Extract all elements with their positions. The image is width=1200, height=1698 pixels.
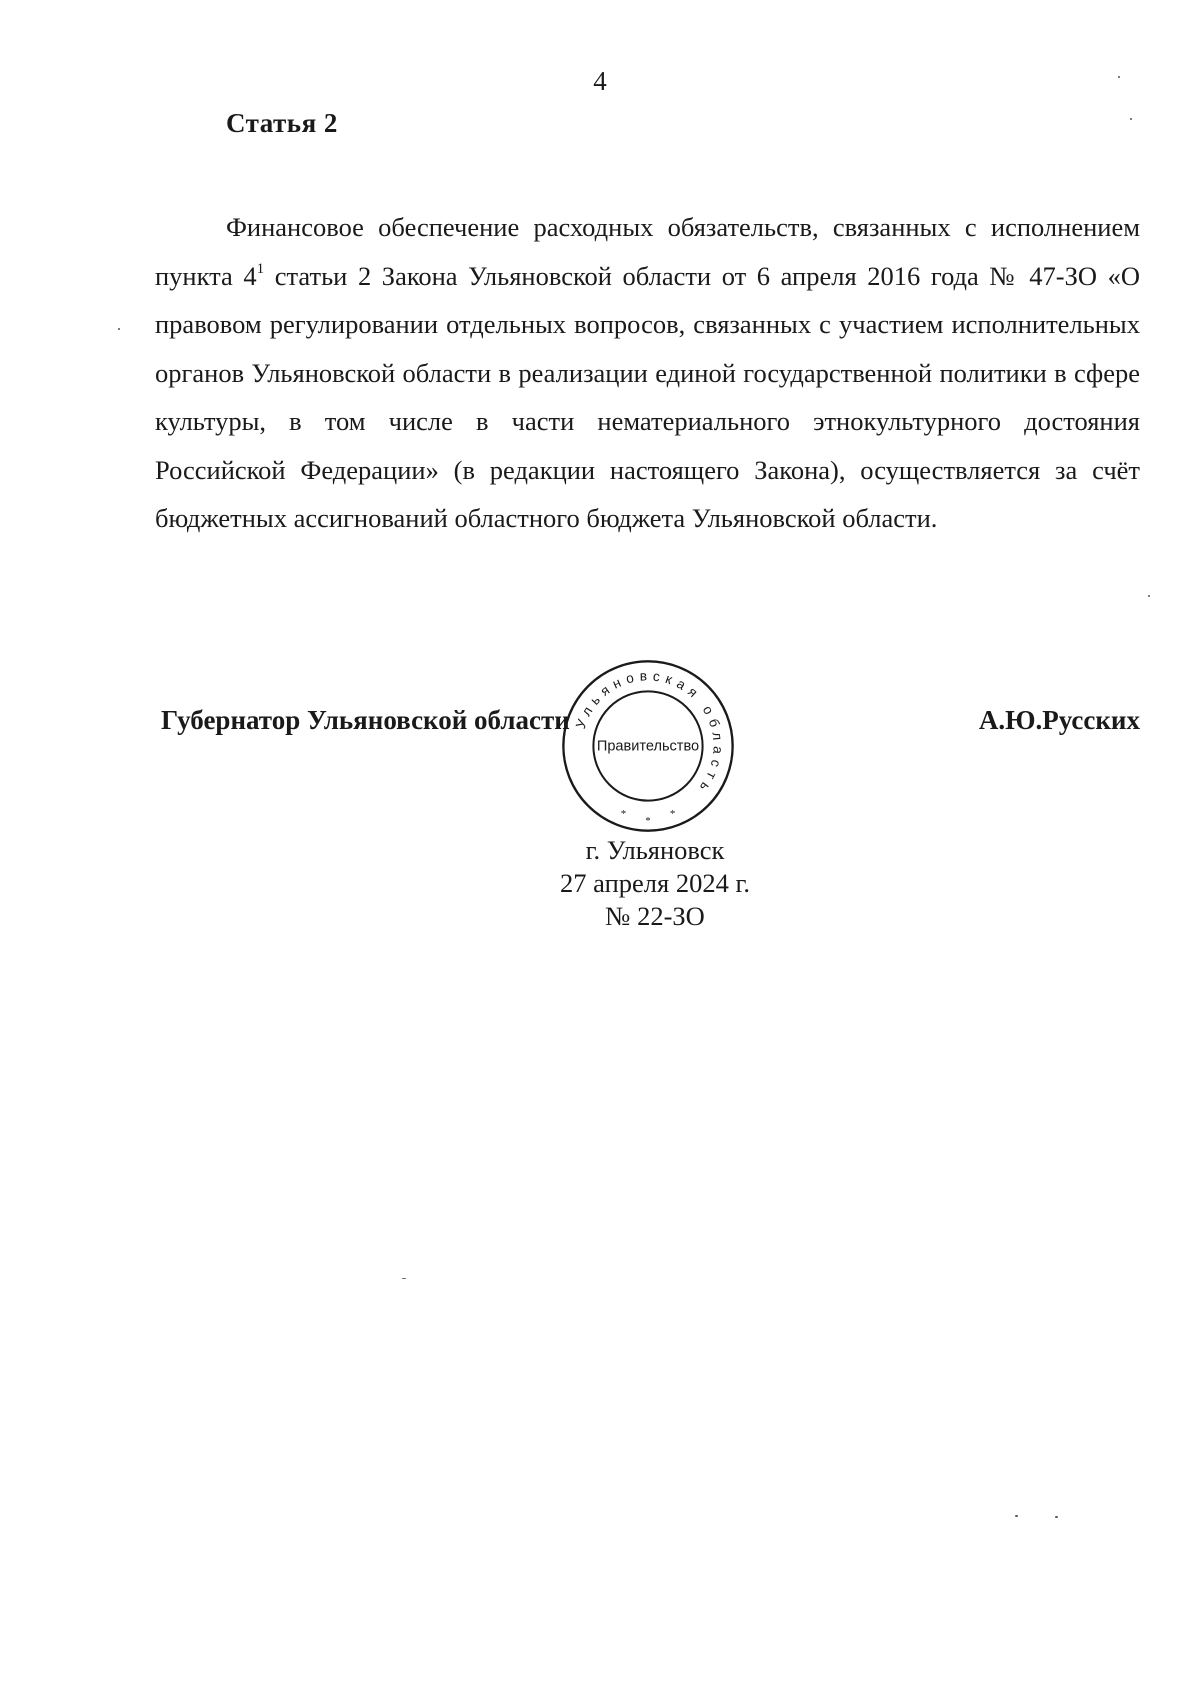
scan-speck: [1015, 1515, 1018, 1517]
signing-block: [505, 834, 805, 933]
seal-ring-text: Ульяновская область: [572, 668, 726, 799]
seal-star-icon: *: [669, 807, 676, 820]
superscript-marker: 1: [256, 260, 265, 277]
page-number: 4: [593, 66, 607, 96]
scan-speck: [402, 1278, 406, 1279]
scan-speck: [1118, 76, 1120, 78]
law-number: № 22-ЗО: [605, 901, 705, 931]
signing-date: 27 апреля 2024 г.: [560, 868, 750, 898]
seal-star-icon: *: [620, 807, 627, 820]
article-heading: Статья 2: [226, 108, 338, 138]
scan-speck: [1130, 118, 1132, 120]
governor-name: А.Ю.Русских: [978, 705, 1140, 735]
article-body-text-2: статьи 2 Закона Ульяновской области от 6 апреля 2016 года № 47-ЗО «О правовом регулировании отдельных вопросов, связанных с участием исполнительных органов Ульяновской области в реализации единой государственной политики в сфере культуры, в том числе в части нематериального этнокультурного достояния Российской Федерации» (в редакции настоящего Закона), осуществляется за счёт бюджетных ассигнований областного бюджета Ульяновской области.: [155, 260, 1140, 533]
scan-speck: [118, 328, 120, 330]
signing-city: г. Ульяновск: [585, 835, 725, 865]
article-body: [155, 203, 1140, 543]
seal-star-icon: *: [645, 815, 651, 828]
seal-center-text: Правительство: [596, 738, 700, 755]
scan-speck: [1148, 595, 1150, 597]
governor-title: Губернатор Ульяновской области: [161, 705, 570, 735]
article-body-text-1: Финансовое обеспечение расходных обязательств, связанных с исполнением пункта 4: [155, 212, 1140, 291]
government-seal: [557, 655, 739, 837]
scan-speck: [1055, 1516, 1058, 1518]
